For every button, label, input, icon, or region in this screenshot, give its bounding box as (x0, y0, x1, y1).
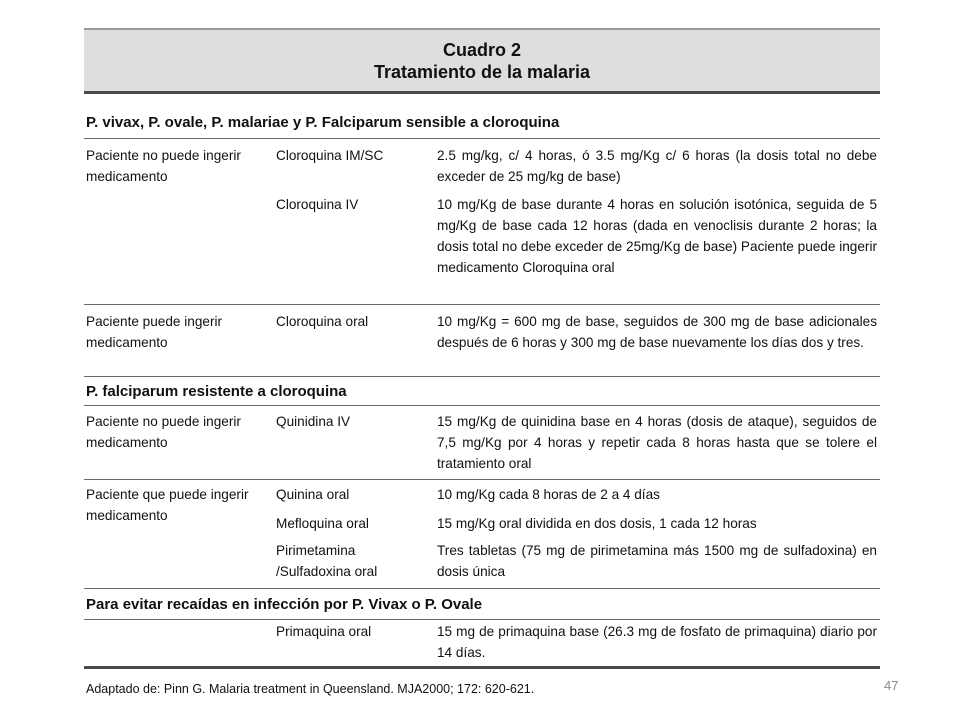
dose-cell: 2.5 mg/kg, c/ 4 horas, ó 3.5 mg/Kg c/ 6 horas (la dosis total no debe exceder de 25 mg/kg de base) (437, 148, 877, 184)
dose-cell: 15 mg de primaquina base (26.3 mg de fosfato de primaquina) diario por 14 días. (437, 624, 877, 660)
dose-cell: 10 mg/Kg de base durante 4 horas en solución isotónica, seguida de 5 mg/Kg de base cada 12 horas (dada en venoclisis durante 2 horas; la dosis total no debe exceder de 25mg/Kg de base) Paciente puede ingerir medicamento Cloroquina oral (437, 197, 877, 275)
divider (84, 376, 880, 377)
divider (84, 405, 880, 406)
source-citation: Adaptado de: Pinn G. Malaria treatment in Queensland. MJA2000; 172: 620-621. (86, 682, 535, 696)
drug-cell: Primaquina oral (276, 624, 372, 639)
drug-cell: Mefloquina oral (276, 516, 369, 531)
table-title: Cuadro 2 (442, 40, 521, 60)
divider (84, 619, 880, 620)
drug-cell: Pirimetamina /Sulfadoxina oral (276, 543, 378, 579)
section-heading-relapse-prevention: Para evitar recaídas en infección por P. Vivax o P. Ovale (86, 596, 483, 613)
divider (84, 304, 880, 305)
footer-divider (84, 666, 880, 669)
dose-cell: 10 mg/Kg = 600 mg de base, seguidos de 300 mg de base adicionales después de 6 horas y 300 mg de base nuevamente los días dos y tres. (437, 314, 877, 350)
drug-cell: Quinidina IV (276, 414, 351, 429)
table-subtitle: Tratamiento de la malaria (373, 62, 591, 82)
dose-cell: Tres tabletas (75 mg de pirimetamina más 1500 mg de sulfadoxina) en dosis única (437, 543, 877, 579)
dose-cell: 15 mg/Kg de quinidina base en 4 horas (dosis de ataque), seguidos de 7,5 mg/Kg por 4 horas y repetir cada 8 horas hasta que se tolere el tratamiento oral (437, 414, 877, 471)
document-table (84, 28, 880, 710)
section-heading-chloroquine-resistant: P. falciparum resistente a cloroquina (86, 383, 347, 400)
drug-cell: Cloroquina oral (276, 314, 369, 329)
drug-cell: Quinina oral (276, 487, 350, 502)
drug-cell: Cloroquina IM/SC (276, 148, 384, 163)
patient-cell: Paciente que puede ingerir medicamento (86, 487, 249, 523)
dose-cell: 15 mg/Kg oral dividida en dos dosis, 1 cada 12 horas (437, 516, 757, 531)
section-heading-chloroquine-sensitive: P. vivax, P. ovale, P. malariae y P. Falciparum sensible a cloroquina (86, 114, 560, 131)
patient-cell: Paciente no puede ingerir medicamento (86, 414, 241, 450)
patient-cell: Paciente puede ingerir medicamento (86, 314, 223, 350)
drug-cell: Cloroquina IV (276, 197, 359, 212)
dose-cell: 10 mg/Kg cada 8 horas de 2 a 4 días (437, 487, 660, 502)
divider (84, 138, 880, 139)
divider (84, 588, 880, 589)
divider (84, 479, 880, 480)
table-header (84, 28, 880, 94)
patient-cell: Paciente no puede ingerir medicamento (86, 148, 241, 184)
page-number: 47 (884, 678, 899, 693)
